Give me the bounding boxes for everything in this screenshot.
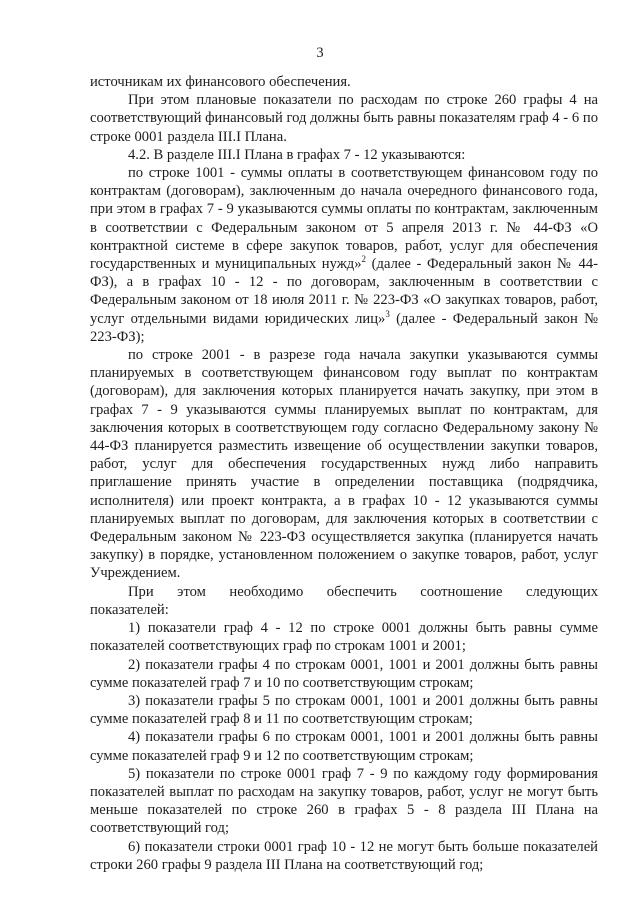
list-item-4: 4) показатели графы 6 по строкам 0001, 1001 и 2001 должны быть равны сумме показателей граф 9 и 12 по соответствующим строкам; [90, 729, 598, 764]
list-item-2: 2) показатели графы 4 по строкам 0001, 1001 и 2001 должны быть равны сумме показателей граф 7 и 10 по соответствующим строкам; [90, 656, 598, 691]
footnote-ref-2: 2 [361, 254, 367, 265]
paragraph-line-1001 [90, 164, 598, 346]
paragraph-ratio-intro: При этом необходимо обеспечить соотношение следующих [128, 583, 598, 600]
list-item-5: 5) показатели по строке 0001 граф 7 - 9 по каждому году формирования показателей выплат по расходам на закупку товаров, работ, услуг не могут быть меньше показателей по строке 260 в графах 5 - 8 раздела III Плана на соответствующий год; [90, 765, 598, 837]
paragraph-section-4-2: 4.2. В разделе III.I Плана в графах 7 - 12 указываются: [128, 146, 466, 163]
paragraph-line-2001: по строке 2001 - в разрезе года начала закупки указываются суммы планируемых в соответствующем финансовом году выплат по контрактам (договорам), для заключения которых планируется начать закупку, при этом в графах 7 - 9 указываются суммы планируемых выплат по контрактам, для заключения которых в соответствующем году согласно Федеральному закону № 44-ФЗ планируется разместить извещение об осуществлении закупки товаров, работ, услуг для обеспечения государственных нужд либо направить приглашение принять участие в определении поставщика (подрядчика, исполнителя) или проект контракта, а в графах 10 - 12 указываются суммы планируемых выплат по договорам, для заключения которых в соответствии с Федеральным законом № 223-ФЗ осуществляется закупка (планируется начать закупку) в порядке, установленном положением о закупке товаров, работ, услуг Учреждением. [90, 347, 598, 582]
line-1001-text-2: (далее - Федеральный закон № 44-ФЗ), а в графах 10 - 12 - по договорам, заключенным в соответствии с Федеральным законом от 18 июля 2011 г. № 223-ФЗ «О закупках товаров, работ, услуг отдельными видами юридических лиц» [90, 256, 598, 327]
page-number: 3 [316, 45, 324, 61]
footnote-ref-3: 3 [385, 308, 390, 319]
paragraph-plan-indicators: При этом плановые показатели по расходам по строке 260 графы 4 на соответствующий финансовый год должны быть равны показателям граф 4 - 6 по строке 0001 раздела III.I Плана. [90, 92, 598, 145]
paragraph-ratio-intro-end: показателей: [90, 601, 169, 618]
list-item-6: 6) показатели строки 0001 граф 10 - 12 не могут быть больше показателей строки 260 графы 9 раздела III Плана на соответствующий год; [90, 838, 598, 873]
document-body [90, 73, 598, 874]
paragraph-continuation: источникам их финансового обеспечения. [90, 74, 351, 90]
list-item-1: 1) показатели граф 4 - 12 по строке 0001 должны быть равны сумме показателей соответствующих граф по строкам 1001 и 2001; [90, 620, 598, 655]
line-1001-text-3: (далее - Федеральный закон № 223-ФЗ); [90, 310, 599, 345]
line-1001-text-1: по строке 1001 - суммы оплаты в соответствующем финансовом году по контрактам (договорам), заключенным до начала очередного финансового года, при этом в графах 7 - 9 указываются суммы оплаты по контрактам, заключенным в соответствии с Федеральным законом от 5 апреля 2013 г. № 44-ФЗ «О контрактной системе в сфере закупок товаров, работ, услуг для обеспечения государственных и муниципальных нужд» [90, 165, 598, 273]
list-item-3: 3) показатели графы 5 по строкам 0001, 1001 и 2001 должны быть равны сумме показателей граф 8 и 11 по соответствующим строкам; [90, 692, 598, 728]
